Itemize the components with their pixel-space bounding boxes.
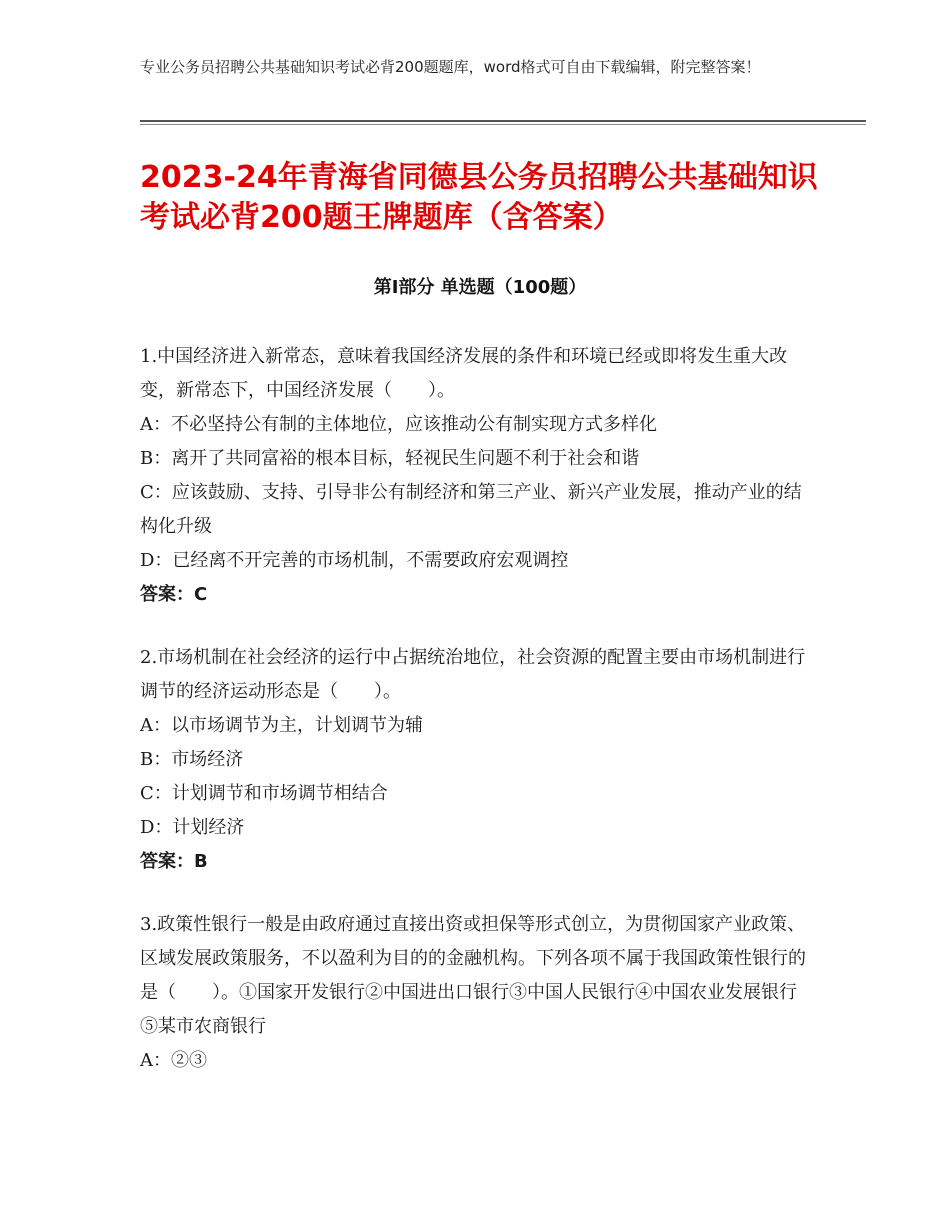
answer: 答案：C bbox=[140, 584, 208, 605]
header-rule bbox=[140, 120, 866, 122]
section-title: 第Ⅰ部分 单选题（100题） bbox=[373, 277, 587, 298]
option-a: A：②③ bbox=[140, 1050, 207, 1071]
question-stem: 2.市场机制在社会经济的运行中占据统治地位，社会资源的配置主要由市场机制进行调节的经济运动形态是（ ）。 bbox=[140, 647, 806, 702]
option-b: B：市场经济 bbox=[140, 749, 244, 770]
question-stem: 1.中国经济进入新常态，意味着我国经济发展的条件和环境已经或即将发生重大改变，新常态下，中国经济发展（ ）。 bbox=[140, 346, 788, 401]
question-1 bbox=[140, 340, 810, 612]
option-a: A：不必坚持公有制的主体地位，应该推动公有制实现方式多样化 bbox=[140, 414, 657, 435]
answer: 答案：B bbox=[140, 851, 208, 872]
question-stem: 3.政策性银行一般是由政府通过直接出资或担保等形式创立，为贯彻国家产业政策、区域发展政策服务，不以盈利为目的的金融机构。下列各项不属于我国政策性银行的是（ ）。①国家开发银行②中国进出口银行③中国人民银行④中国农业发展银行⑤某市农商银行 bbox=[140, 914, 806, 1037]
option-b: B：离开了共同富裕的根本目标，轻视民生问题不利于社会和谐 bbox=[140, 448, 640, 469]
header-note: 专业公务员招聘公共基础知识考试必背200题题库，word格式可自由下载编辑，附完整答案！ bbox=[140, 58, 761, 76]
header-rule-thin bbox=[140, 124, 866, 125]
option-c: C：应该鼓励、支持、引导非公有制经济和第三产业、新兴产业发展，推动产业的结构化升级 bbox=[140, 482, 802, 537]
document-title: 2023-24年青海省同德县公务员招聘公共基础知识考试必背200题王牌题库（含答案） bbox=[140, 160, 818, 235]
option-d: D：计划经济 bbox=[140, 817, 245, 838]
question-3 bbox=[140, 908, 810, 1078]
option-a: A：以市场调节为主，计划调节为辅 bbox=[140, 715, 423, 736]
question-list bbox=[140, 340, 810, 1107]
option-d: D：已经离不开完善的市场机制，不需要政府宏观调控 bbox=[140, 550, 569, 571]
option-c: C：计划调节和市场调节相结合 bbox=[140, 783, 388, 804]
question-2 bbox=[140, 641, 810, 879]
